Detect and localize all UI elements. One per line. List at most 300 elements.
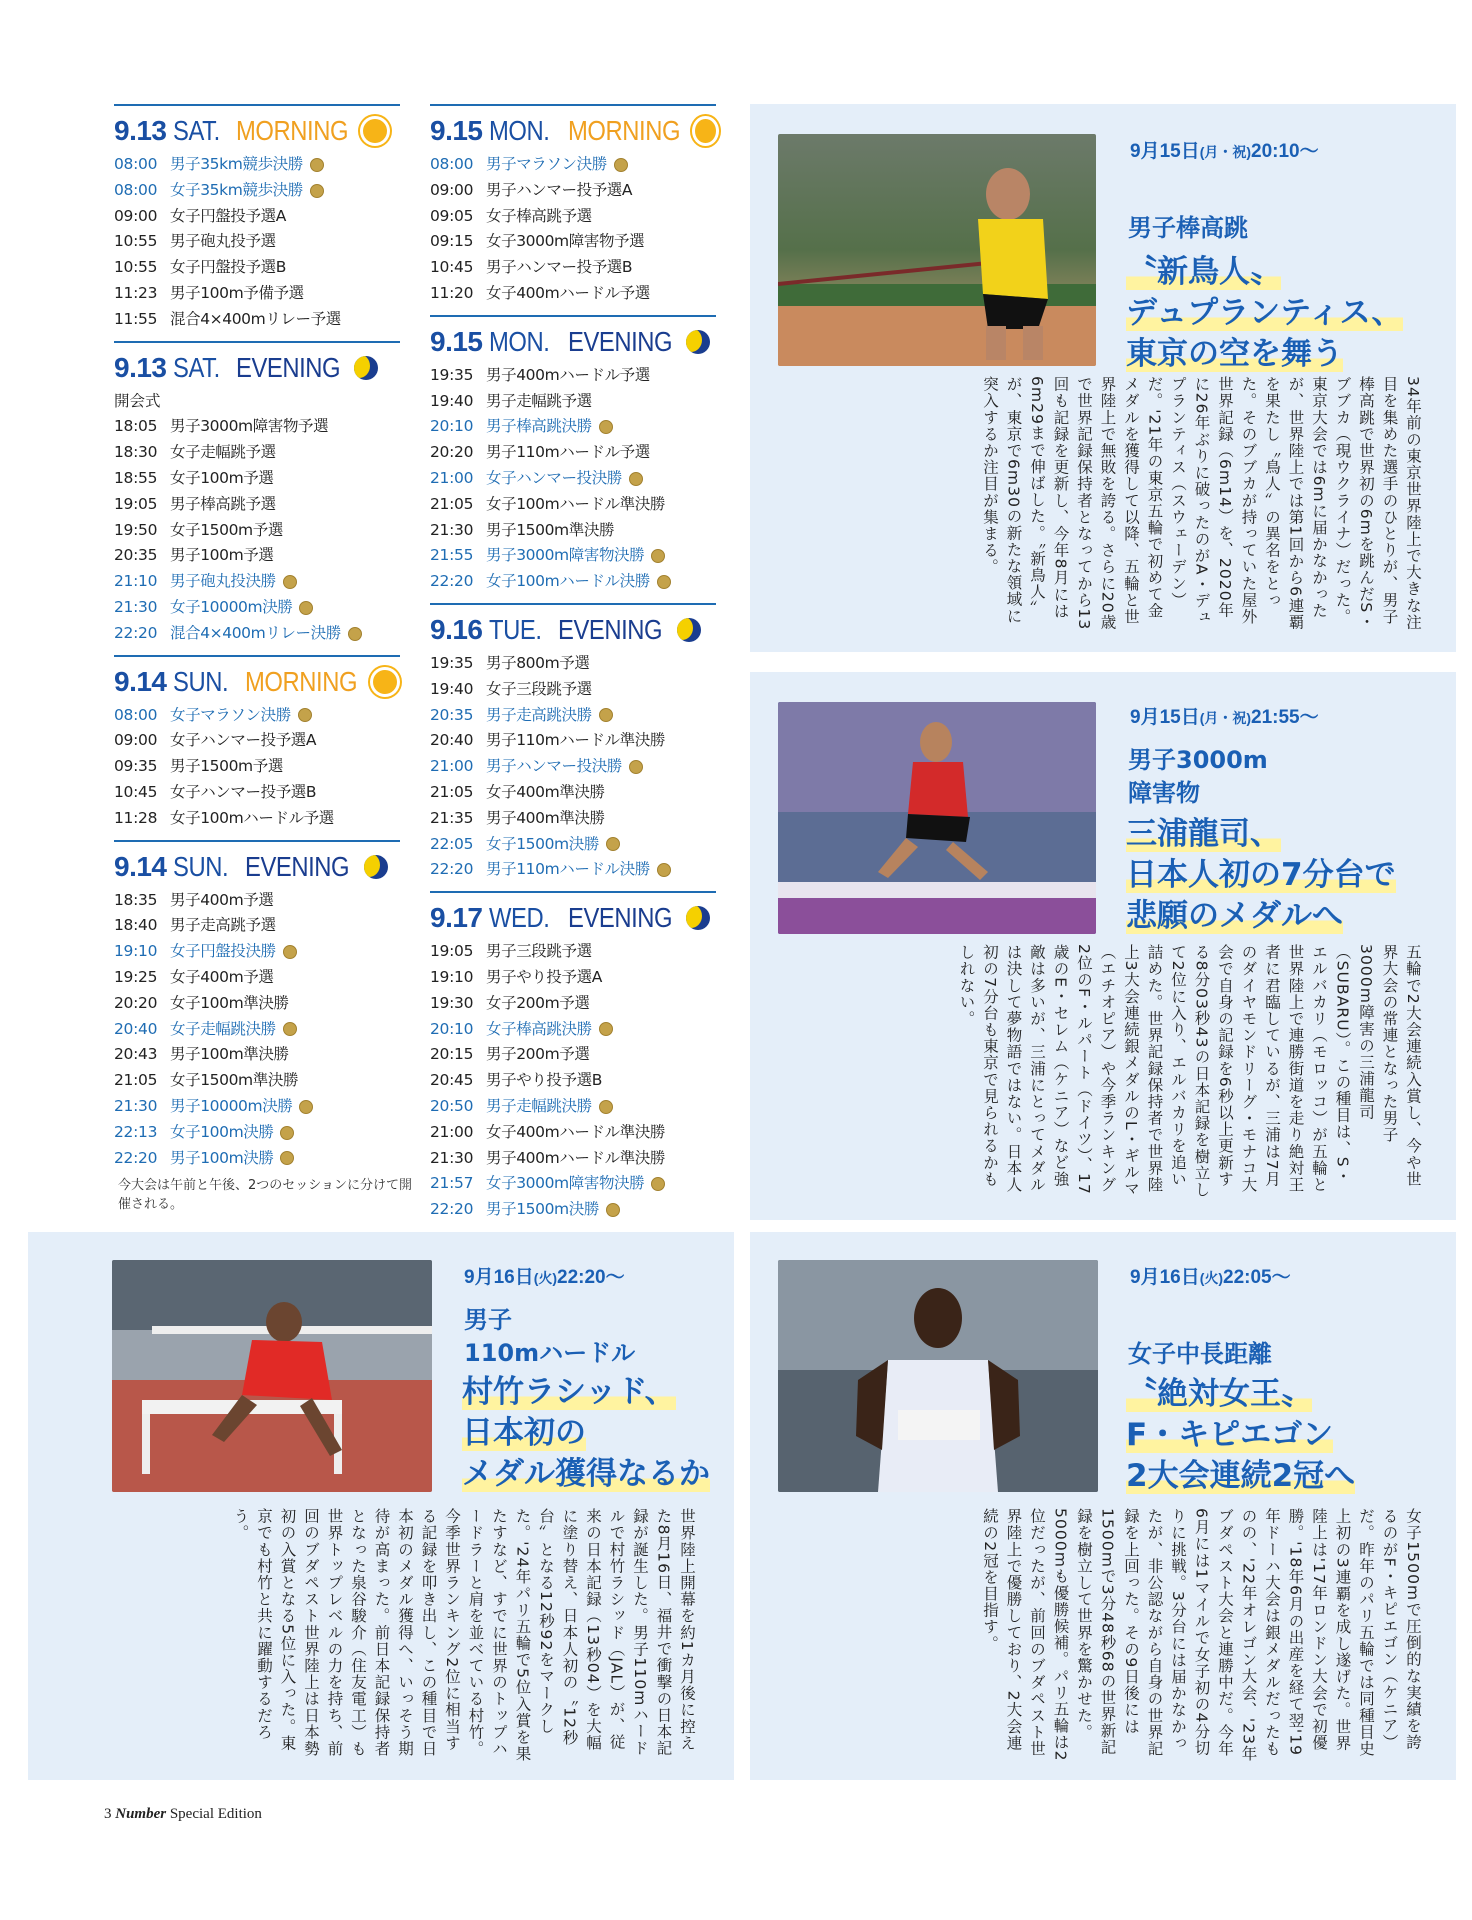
final-event-row <box>114 178 400 204</box>
medal-icon <box>310 158 324 172</box>
medal-icon <box>299 601 313 615</box>
session-date: 9.14 <box>114 850 167 882</box>
event-name: 男子100m決勝 <box>170 1148 274 1167</box>
event-time: 21:30 <box>114 597 158 616</box>
event-time: 09:35 <box>114 757 158 776</box>
event-time: 21:05 <box>430 494 474 513</box>
schedule-column-2 <box>430 104 716 1231</box>
event-name: 女子3000m障害物決勝 <box>486 1174 645 1193</box>
event-row <box>114 1042 400 1068</box>
event-time: 20:10 <box>430 417 474 436</box>
event-row <box>114 307 400 333</box>
event-name: 男子400m予選 <box>170 890 274 909</box>
final-event-row <box>114 1017 400 1043</box>
event-name: 男子棒高跳決勝 <box>486 417 592 436</box>
moon-icon <box>686 330 710 354</box>
event-time: 09:00 <box>114 206 158 225</box>
event-name: 女子400m準決勝 <box>486 782 605 801</box>
session-day: MON. <box>488 115 549 146</box>
event-name: 女子100mハードル決勝 <box>486 572 650 591</box>
event-time: 19:35 <box>430 653 474 672</box>
final-event-row <box>114 595 400 621</box>
schedule-note: 今大会は午前と午後、2つのセッションに分けて開催される。 <box>118 1178 413 1212</box>
event-name: 男子1500m準決勝 <box>486 520 615 539</box>
feature-category: 男子 110mハードル <box>464 1306 636 1367</box>
event-time: 22:20 <box>430 572 474 591</box>
event-row <box>114 913 400 939</box>
event-time: 22:13 <box>114 1122 158 1141</box>
final-event-row <box>114 939 400 965</box>
event-name: 男子110mハードル予選 <box>486 443 650 462</box>
medal-icon <box>606 1203 620 1217</box>
event-time: 20:43 <box>114 1045 158 1064</box>
medal-icon <box>599 1100 613 1114</box>
moon-icon <box>686 906 710 930</box>
event-time: 22:20 <box>114 1148 158 1167</box>
event-name: 女子円盤投予選A <box>170 206 286 225</box>
event-name: 女子マラソン決勝 <box>170 705 291 724</box>
event-name: 男子砲丸投予選 <box>170 232 276 251</box>
session-block <box>114 655 400 832</box>
medal-icon <box>299 1100 313 1114</box>
medal-icon <box>599 1022 613 1036</box>
feature-pole-vault <box>750 104 1456 652</box>
event-time: 18:40 <box>114 916 158 935</box>
event-time: 08:00 <box>114 180 158 199</box>
event-name: 女子10000m決勝 <box>170 597 293 616</box>
feature-steeplechase <box>750 672 1456 1220</box>
event-time: 22:20 <box>430 1200 474 1219</box>
session-part: MORNING <box>245 665 358 697</box>
event-name: 男子走幅跳決勝 <box>486 1096 592 1115</box>
event-time: 20:35 <box>114 546 158 565</box>
session-part: EVENING <box>245 850 350 882</box>
event-row <box>114 466 400 492</box>
event-row <box>430 1042 716 1068</box>
final-event-row <box>114 1094 400 1120</box>
event-name: 女子200m予選 <box>486 993 590 1012</box>
event-time: 10:45 <box>114 782 158 801</box>
event-time: 19:40 <box>430 679 474 698</box>
session-day: WED. <box>488 902 549 934</box>
session-date: 9.14 <box>114 665 167 697</box>
event-row <box>114 543 400 569</box>
event-row <box>430 780 716 806</box>
event-row <box>114 754 400 780</box>
event-row <box>114 204 400 230</box>
feature-body: 女子1500mで圧倒的な実績を誇るのがF・キピエゴン（ケニア）だ。昨年のパリ五輪では同種目史上初の3連覇を成し遂げた。世界陸上は'17年ロンドン大会で初優勝。'18年6月の出産を経て翌'19年ドーハ大会は銀メダルだったものの、'22年オレゴン大会、'23年ブダペスト大会と連勝中だ。今年6月には1マイルで女子初の4分切りに挑戦。3分台には届かなかったが、非公認ながら自身の世界記録を上回った。その9日後には1500mで3分48秒68の世界新記録を樹立して世界を驚かせた。5000mも優勝候補。パリ五輪は2位だったが、前回のブダペスト世界陸上で優勝しており、2大会連続の2冠を目指す。 <box>981 1508 1422 1762</box>
final-event-row <box>430 414 716 440</box>
session-day: MON. <box>488 325 549 357</box>
event-name: 男子走高跳予選 <box>170 916 276 935</box>
event-row <box>114 414 400 440</box>
event-row <box>114 281 400 307</box>
session-date: 9.13 <box>114 351 167 383</box>
sun-icon <box>363 119 387 143</box>
event-name: 男子3000m障害物決勝 <box>486 546 645 565</box>
session-block <box>114 341 400 647</box>
final-event-row <box>114 569 400 595</box>
final-event-row <box>430 1197 716 1223</box>
event-time: 20:40 <box>114 1019 158 1038</box>
event-name: 男子ハンマー投決勝 <box>486 757 622 776</box>
event-time: 21:00 <box>430 757 474 776</box>
final-event-row <box>430 857 716 883</box>
session-date: 9.15 <box>430 115 483 146</box>
medal-icon <box>283 1022 297 1036</box>
event-time: 21:30 <box>114 1096 158 1115</box>
event-name: 女子100m決勝 <box>170 1122 274 1141</box>
event-time: 09:15 <box>430 232 474 251</box>
medal-icon <box>599 708 613 722</box>
session-part: EVENING <box>567 325 672 357</box>
event-name: 女子走幅跳決勝 <box>170 1019 276 1038</box>
event-name: 女子1500m準決勝 <box>170 1071 299 1090</box>
final-event-row <box>430 543 716 569</box>
event-name: 男子砲丸投決勝 <box>170 572 276 591</box>
event-time: 21:10 <box>114 572 158 591</box>
event-time: 21:30 <box>430 520 474 539</box>
event-time: 09:05 <box>430 206 474 225</box>
event-time: 20:35 <box>430 705 474 724</box>
event-name: 男子三段跳予選 <box>486 942 592 961</box>
event-name: 混合4×400mリレー決勝 <box>170 623 341 642</box>
event-name: 女子走幅跳予選 <box>170 443 276 462</box>
event-row <box>430 281 716 307</box>
feature-headline: 三浦龍司、 日本人初の7分台で 悲願のメダルへ <box>1126 816 1396 934</box>
event-row <box>430 991 716 1017</box>
event-name: 男子やり投予選A <box>486 967 602 986</box>
final-event-row <box>114 621 400 647</box>
event-name: 男子3000m障害物予選 <box>170 417 329 436</box>
event-row <box>430 178 716 204</box>
session-title <box>114 351 400 385</box>
feature-date: 9月16日(火)22:20〜 <box>464 1267 625 1288</box>
event-row <box>114 229 400 255</box>
event-name: 男子ハンマー投予選A <box>486 180 633 199</box>
feature-body: 世界陸上開幕を約1カ月後に控えた8月16日、福井で衝撃の日本記録が誕生した。男子110mハードルで村竹ラシッド（JAL）が、従来の日本記録（13秒04）を大幅に塗り替え、日本人初の〝12秒台〟となる12秒92をマークした。'24年パリ五輪で5位入賞を果たすなど、すでに世界のトップハードラーと肩を並べている村竹。今季世界ランキング2位に相当する記録を叩き出し、この種目で日本初のメダル獲得へ、いっそう期待が高まった。前日本記録保持者となった泉谷駿介（住友電工）も世界トップレベルの力を持ち、前回のブダペスト世界陸上は日本勢初の入賞となる5位に入った。東京でも村竹と共に躍動するだろう。 <box>231 1508 696 1763</box>
medal-icon <box>657 863 671 877</box>
event-name: 女子400mハードル準決勝 <box>486 1122 665 1141</box>
event-time: 20:20 <box>114 993 158 1012</box>
event-row <box>430 492 716 518</box>
session-date: 9.13 <box>114 115 167 146</box>
final-event-row <box>114 1146 400 1172</box>
final-event-row <box>430 754 716 780</box>
event-name: 女子棒高跳予選 <box>486 206 592 225</box>
medal-icon <box>298 708 312 722</box>
session-block <box>114 840 400 1172</box>
moon-icon <box>677 618 701 642</box>
event-name: 男子10000m決勝 <box>170 1096 293 1115</box>
session-day: SUN. <box>172 850 228 882</box>
medal-icon <box>651 549 665 563</box>
feature-headline: 〝新鳥人〟 デュプランティス、 東京の空を舞う <box>1126 254 1403 372</box>
medal-icon <box>657 575 671 589</box>
feature-body: 五輪で2大会連続入賞し、今や世界大会の常連となった男子3000m障害の三浦龍司（SUBARU）。この種目は、S・エルバカリ（モロッコ）が五輪と世界陸上で連勝街道を走り絶対王者に君臨しているが、三浦は7月のダイヤモンドリーグ・モナコ大会で自身の記録を6秒以上更新する8分03秒43の日本記録を樹立して2位に入り、エルバカリを追い詰めた。世界記録保持者で世界陸上3大会連続銀メダルのL・ギルマ（エチオピア）や今季ランキング2位のF・ルパート（ドイツ）、17歳のE・セレム（ケニア）など強敵は多いが、三浦にとってメダルは決して夢物語ではない。日本人初の7分台も東京で見られるかもしれない。 <box>957 944 1422 1199</box>
event-time: 21:30 <box>430 1148 474 1167</box>
event-row <box>430 255 716 281</box>
final-event-row <box>430 152 716 178</box>
final-event-row <box>430 1171 716 1197</box>
medal-icon <box>280 1126 294 1140</box>
medal-icon <box>614 158 628 172</box>
medal-icon <box>348 627 362 641</box>
feature-hurdles <box>28 1232 734 1780</box>
feature-category: 男子3000m 障害物 <box>1128 746 1268 807</box>
event-time: 19:10 <box>430 967 474 986</box>
event-time: 21:00 <box>430 468 474 487</box>
event-name: 女子円盤投決勝 <box>170 942 276 961</box>
event-row <box>114 965 400 991</box>
feature-date: 9月15日(月・祝)20:10〜 <box>1130 141 1319 162</box>
session-title <box>430 114 716 148</box>
feature-category: 女子中長距離 <box>1128 1340 1272 1368</box>
photo-steeplechaser <box>778 702 1096 934</box>
event-name: 男子400mハードル準決勝 <box>486 1148 665 1167</box>
event-row <box>430 939 716 965</box>
sun-icon <box>695 119 716 143</box>
event-time: 10:55 <box>114 232 158 251</box>
feature-middle-distance <box>750 1232 1456 1780</box>
event-time: 11:23 <box>114 283 158 302</box>
session-day: SAT. <box>172 351 220 383</box>
feature-date: 9月16日(火)22:05〜 <box>1130 1267 1291 1288</box>
event-row <box>114 806 400 832</box>
medal-icon <box>310 184 324 198</box>
event-time: 20:50 <box>430 1096 474 1115</box>
event-time: 21:57 <box>430 1174 474 1193</box>
event-time: 10:55 <box>114 258 158 277</box>
event-row <box>430 806 716 832</box>
event-time: 19:05 <box>430 942 474 961</box>
final-event-row <box>430 832 716 858</box>
session-title <box>114 850 400 884</box>
event-name: 女子棒高跳決勝 <box>486 1019 592 1038</box>
event-name: 男子400mハードル予選 <box>486 365 650 384</box>
event-time: 21:55 <box>430 546 474 565</box>
event-row <box>114 1068 400 1094</box>
event-row <box>430 728 716 754</box>
event-row <box>114 518 400 544</box>
event-row <box>430 440 716 466</box>
event-name: 女子100mハードル予選 <box>170 808 334 827</box>
moon-icon <box>354 356 378 380</box>
photo-hurdler <box>112 1260 432 1492</box>
event-time: 21:00 <box>430 1122 474 1141</box>
event-time: 09:00 <box>114 731 158 750</box>
session-part: EVENING <box>235 351 340 383</box>
event-name: 男子1500m予選 <box>170 757 283 776</box>
event-time: 19:10 <box>114 942 158 961</box>
page-footer <box>104 1806 262 1823</box>
event-time: 18:55 <box>114 468 158 487</box>
event-name: 男子100m準決勝 <box>170 1045 289 1064</box>
event-name: 女子1500m予選 <box>170 520 283 539</box>
event-time: 11:28 <box>114 808 158 827</box>
event-time: 22:20 <box>430 860 474 879</box>
medal-icon <box>283 575 297 589</box>
event-name: 女子1500m決勝 <box>486 834 599 853</box>
event-row <box>114 888 400 914</box>
event-name: 女子ハンマー投予選A <box>170 731 317 750</box>
event-row <box>430 651 716 677</box>
edition-name: Special Edition <box>169 1806 262 1822</box>
event-name: 女子100mハードル準決勝 <box>486 494 665 513</box>
event-row <box>430 1120 716 1146</box>
session-part: MORNING <box>235 115 348 146</box>
session-block <box>114 104 400 333</box>
event-time: 22:20 <box>114 623 158 642</box>
event-time: 08:00 <box>114 155 158 173</box>
event-time: 18:35 <box>114 890 158 909</box>
event-time: 21:05 <box>430 782 474 801</box>
event-time: 20:20 <box>430 443 474 462</box>
medal-icon <box>651 1177 665 1191</box>
event-row <box>430 389 716 415</box>
event-row <box>114 728 400 754</box>
session-block <box>430 104 716 307</box>
event-name: 女子35km競歩決勝 <box>170 180 303 199</box>
event-row <box>430 677 716 703</box>
event-name: 男子走幅跳予選 <box>486 391 592 410</box>
medal-icon <box>283 945 297 959</box>
event-time: 20:15 <box>430 1045 474 1064</box>
event-name: 女子円盤投予選B <box>170 258 286 277</box>
event-name: 女子ハンマー投決勝 <box>486 468 622 487</box>
feature-body: 34年前の東京世界陸上で大きな注目を集めた選手のひとりが、男子棒高跳で世界初の6mを跳んだS・ブブカ（現ウクライナ）だった。東京大会では6mに届かなかったが、世界陸上では第1回から6連覇を果たし〝鳥人〟の異名をとった。そのブブカが持っていた屋外世界記録（6m14）を、2020年に26年ぶりに破ったのがA・デュプランティス（スウェーデン）だ。'21年の東京五輪で初めて金メダルを獲得して以降、五輪と世界陸上で無敗を誇る。さらに20歳で世界記録保持者となってから13回も記録を更新し、今年8月には6m29まで伸ばした。〝新鳥人〟が、東京で6m30の新たな領域に突入するか注目が集まる。 <box>981 376 1422 631</box>
event-name: 混合4×400mリレー予選 <box>170 309 341 328</box>
session-date: 9.15 <box>430 325 483 357</box>
event-name: 女子100m予選 <box>170 468 274 487</box>
event-row <box>114 991 400 1017</box>
event-time: 19:50 <box>114 520 158 539</box>
event-name: 女子400m予選 <box>170 967 274 986</box>
session-day: SUN. <box>172 665 228 697</box>
final-event-row <box>430 1017 716 1043</box>
session-part: EVENING <box>567 902 672 934</box>
final-event-row <box>430 466 716 492</box>
event-name: 男子1500m決勝 <box>486 1200 599 1219</box>
session-date: 9.17 <box>430 902 483 934</box>
event-name: 男子マラソン決勝 <box>486 155 607 173</box>
final-event-row <box>430 1094 716 1120</box>
moon-icon <box>364 855 388 879</box>
event-name: 女子三段跳予選 <box>486 679 592 698</box>
event-name: 男子棒高跳予選 <box>170 494 276 513</box>
final-event-row <box>430 703 716 729</box>
session-date: 9.16 <box>430 613 483 645</box>
brand-name: Number <box>115 1806 167 1822</box>
event-time: 19:40 <box>430 391 474 410</box>
event-time: 19:05 <box>114 494 158 513</box>
medal-icon <box>280 1151 294 1165</box>
event-name: 男子100m予備予選 <box>170 283 304 302</box>
final-event-row <box>430 569 716 595</box>
event-name: 女子100m準決勝 <box>170 993 289 1012</box>
event-name: 男子110mハードル準決勝 <box>486 731 665 750</box>
event-time: 22:05 <box>430 834 474 853</box>
event-time: 19:30 <box>430 993 474 1012</box>
event-time: 19:35 <box>430 365 474 384</box>
event-time: 20:40 <box>430 731 474 750</box>
event-name: 男子走高跳決勝 <box>486 705 592 724</box>
schedule-column-1 <box>114 104 400 1179</box>
event-name: 男子110mハードル決勝 <box>486 860 650 879</box>
event-time: 09:00 <box>430 180 474 199</box>
session-title <box>430 325 716 359</box>
medal-icon <box>606 837 620 851</box>
event-name: 男子ハンマー投予選B <box>486 258 633 277</box>
event-row <box>114 780 400 806</box>
photo-pole-vaulter <box>778 134 1096 366</box>
sun-icon <box>373 670 397 694</box>
event-time: 11:55 <box>114 309 158 328</box>
session-block <box>430 315 716 595</box>
event-row <box>430 1068 716 1094</box>
session-title <box>114 114 400 148</box>
feature-headline: 〝絶対女王〟 F・キピエゴン 2大会連続2冠へ <box>1126 1376 1356 1494</box>
session-day: TUE. <box>488 613 542 645</box>
event-name: 男子35km競歩決勝 <box>170 155 303 173</box>
event-name: 男子400m準決勝 <box>486 808 605 827</box>
event-time: 11:20 <box>430 283 474 302</box>
feature-category: 男子棒高跳 <box>1128 214 1248 242</box>
event-name: 男子200m予選 <box>486 1045 590 1064</box>
session-part: EVENING <box>558 613 663 645</box>
ceremony-label: 開会式 <box>114 391 161 410</box>
final-event-row <box>114 703 400 729</box>
event-row <box>430 518 716 544</box>
medal-icon <box>629 760 643 774</box>
event-time: 08:00 <box>430 155 474 173</box>
medal-icon <box>599 420 613 434</box>
event-row <box>114 492 400 518</box>
event-row <box>430 1146 716 1172</box>
event-time: 18:05 <box>114 417 158 436</box>
event-row <box>430 229 716 255</box>
session-title <box>430 613 716 647</box>
event-name: 女子3000m障害物予選 <box>486 232 645 251</box>
event-name: 男子800m予選 <box>486 653 590 672</box>
event-time: 20:45 <box>430 1071 474 1090</box>
event-time: 20:10 <box>430 1019 474 1038</box>
event-time: 19:25 <box>114 967 158 986</box>
photo-kipyegon <box>778 1260 1098 1492</box>
event-time: 10:45 <box>430 258 474 277</box>
event-row <box>114 255 400 281</box>
event-time: 08:00 <box>114 705 158 724</box>
event-row <box>430 965 716 991</box>
event-name: 女子400mハードル予選 <box>486 283 650 302</box>
session-block <box>430 603 716 883</box>
event-row <box>430 204 716 230</box>
event-name: 男子100m予選 <box>170 546 274 565</box>
event-time: 21:05 <box>114 1071 158 1090</box>
feature-date: 9月15日(月・祝)21:55〜 <box>1130 707 1319 728</box>
final-event-row <box>114 1120 400 1146</box>
session-title <box>114 665 400 699</box>
event-time: 21:35 <box>430 808 474 827</box>
event-row <box>430 363 716 389</box>
feature-headline: 村竹ラシッド、 日本初の メダル獲得なるか <box>462 1374 710 1492</box>
session-block <box>430 891 716 1223</box>
event-name: 男子やり投予選B <box>486 1071 602 1090</box>
page-number: 3 <box>104 1806 112 1822</box>
medal-icon <box>629 472 643 486</box>
event-time: 18:30 <box>114 443 158 462</box>
session-part: MORNING <box>567 115 680 146</box>
